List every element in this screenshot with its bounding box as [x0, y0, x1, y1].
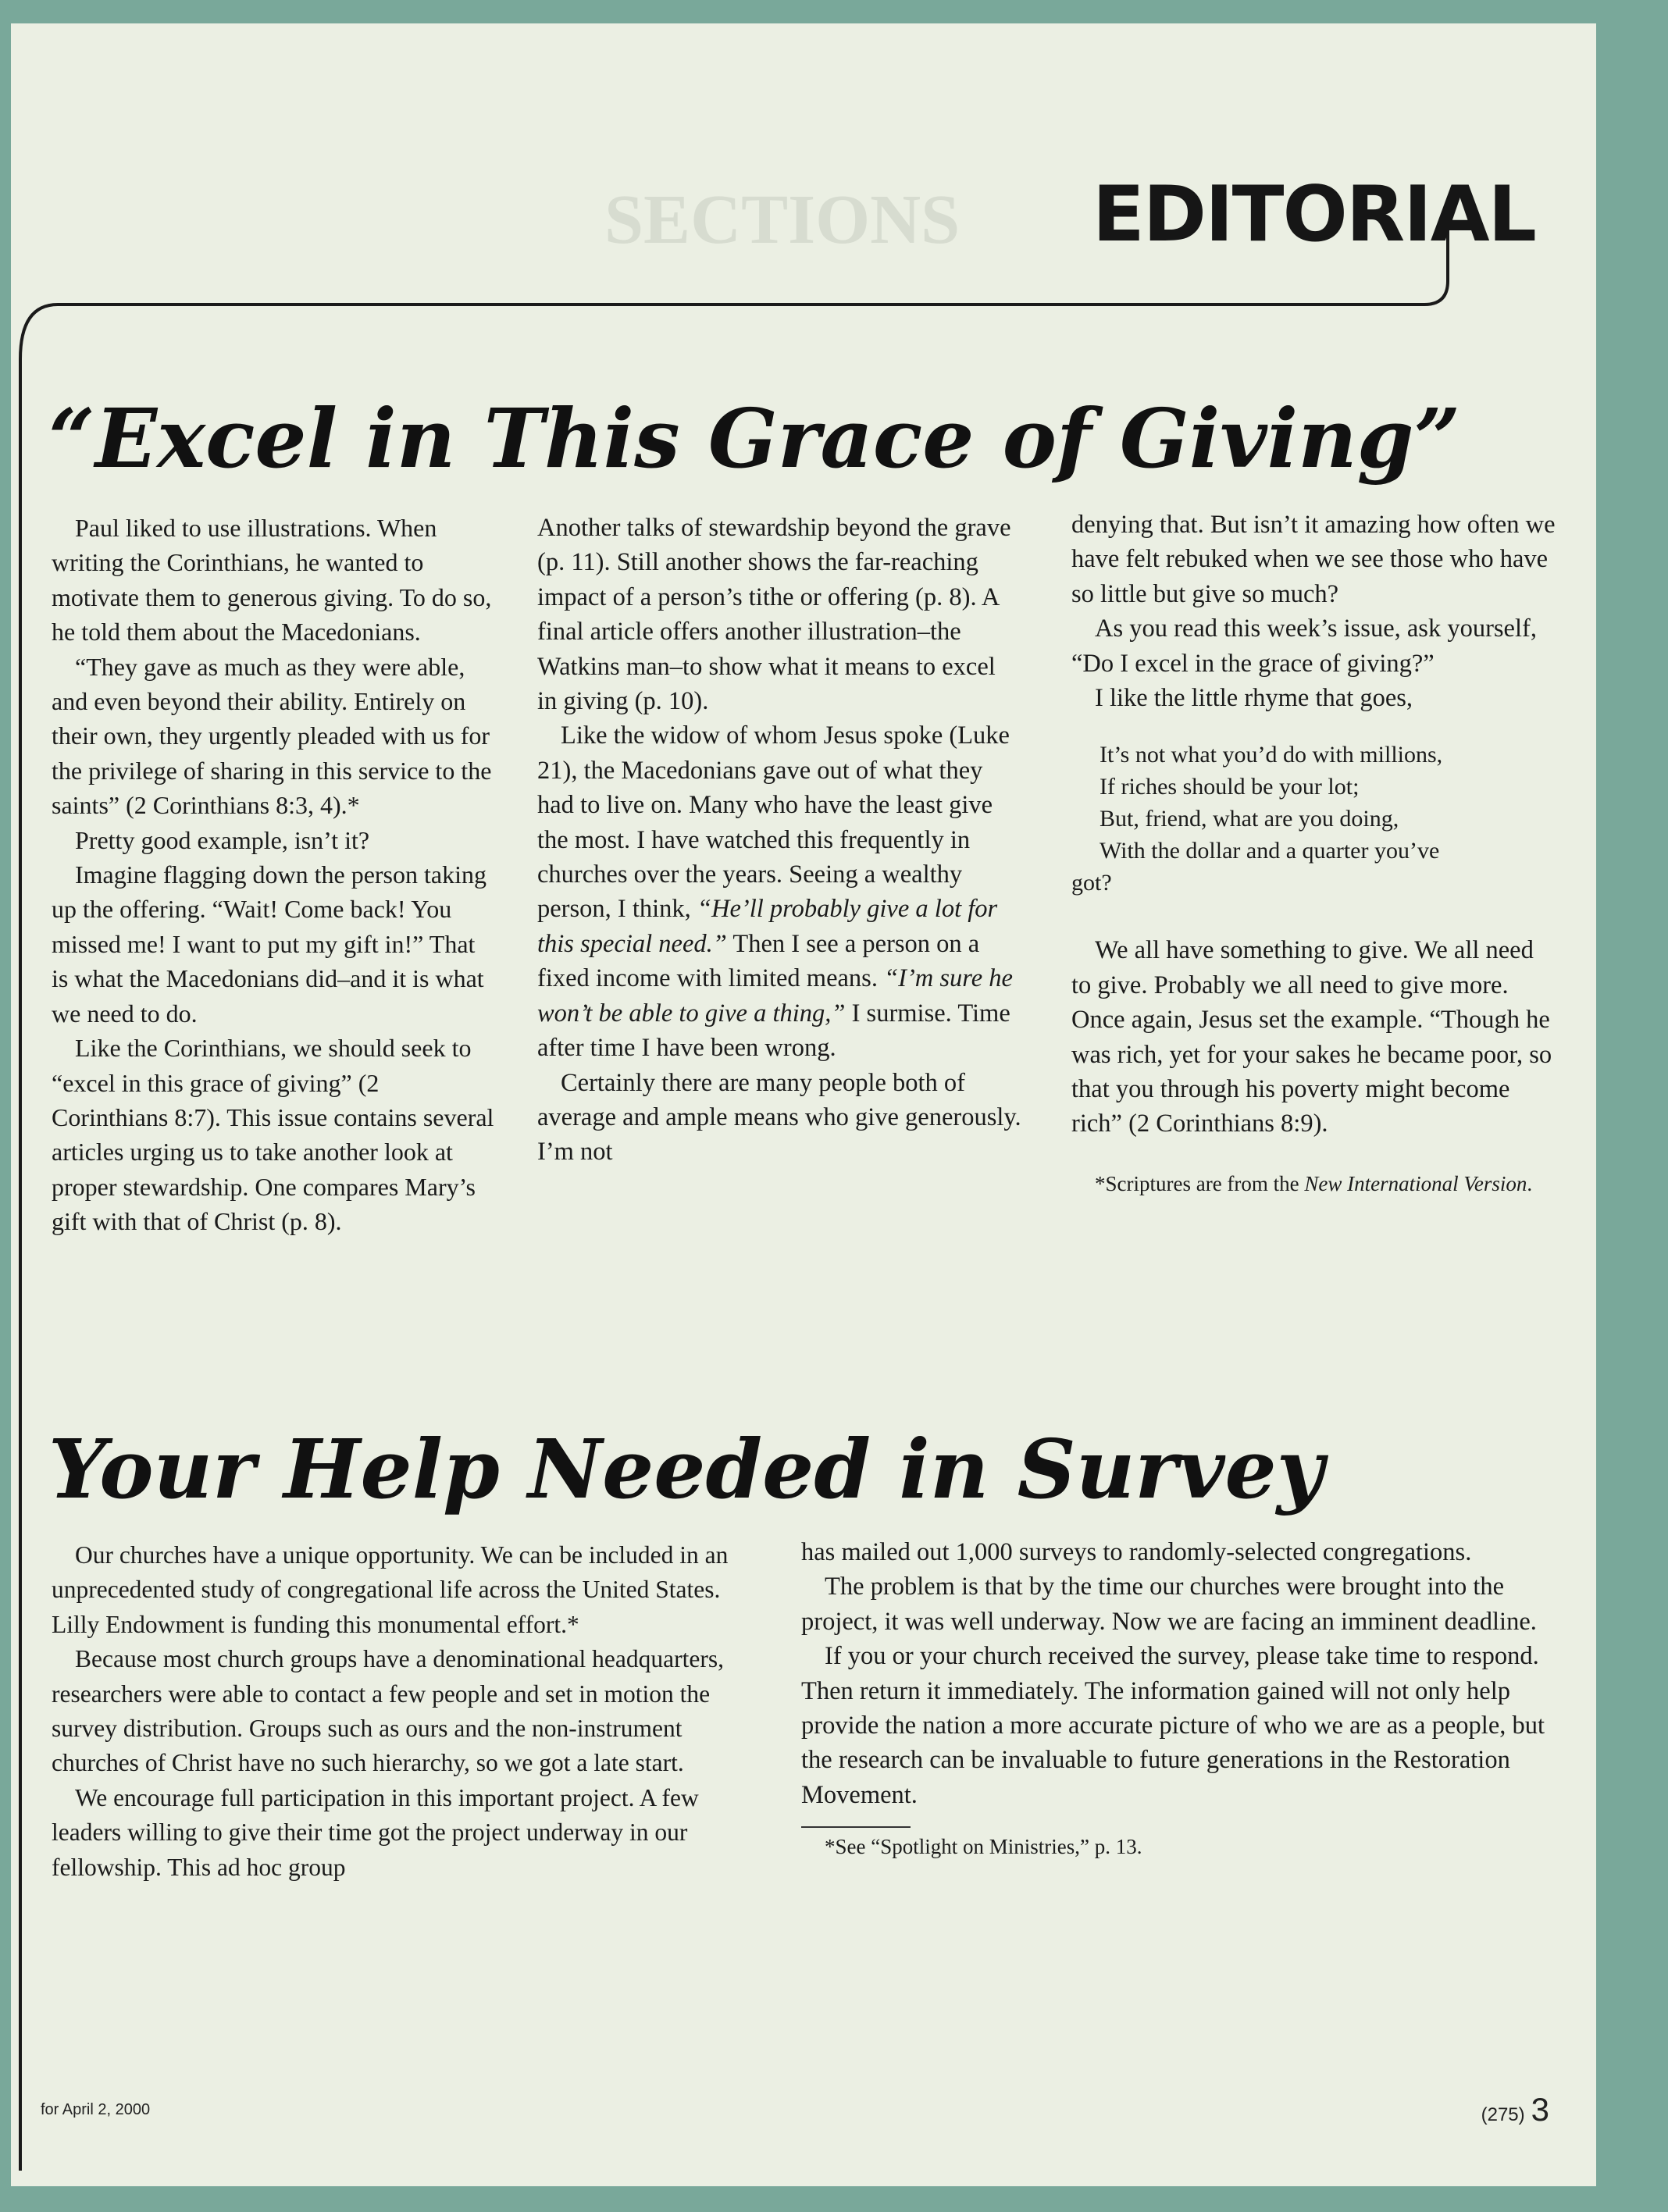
paragraph: Our churches have a unique opportunity. We can be included in an unprecedented study of congregational life across the United States. Lilly Endowment is funding this monumental effort.*: [52, 1541, 729, 1638]
survey-headline: Your Help Needed in Survey: [48, 1421, 1324, 1517]
poem-line: If riches should be your lot;: [1100, 774, 1360, 800]
show-through-ghost: SECTIONS: [604, 181, 961, 258]
editorial-headline: “Excel in This Grace of Giving”: [48, 390, 1461, 486]
magazine-page: [11, 23, 1596, 2186]
page-number: 3: [1531, 2091, 1549, 2128]
paragraph: Paul liked to use illustrations. When writing the Corinthians, he wanted to motivate them to generous giving. To do so, he told them about the Macedonians.: [52, 514, 492, 647]
paragraph: Like the widow of whom Jesus spoke (Luke 21), the Macedonians gave out of what they had to live on. Many who have the least give the most. I have watched this frequently in churches over the years. Seeing a wealthy person, I think, “He’ll probably give a lot for this special need.” Then I see a person on a fixed income with limited means. “I’m sure he won’t be able to give a thing,” I surmise. Time after time I have been wrong.: [537, 721, 1013, 1063]
paragraph: has mailed out 1,000 surveys to randomly-selected congregations.: [801, 1538, 1472, 1566]
page-code: (275): [1481, 2104, 1525, 2125]
paragraph: denying that. But isn’t it amazing how often we have felt rebuked when we see those who have so little but give so much?: [1071, 511, 1556, 608]
paragraph: I like the little rhyme that goes,: [1095, 684, 1413, 713]
masthead-editorial: EDITORIAL: [1092, 170, 1535, 259]
survey-column-1: [52, 1538, 754, 1885]
paragraph: As you read this week’s issue, ask yourself, “Do I excel in the grace of giving?”: [1071, 614, 1537, 678]
poem-line: It’s not what you’d do with millions,: [1100, 742, 1443, 768]
paragraph: “They gave as much as they were able, and even beyond their ability. Entirely on their own, they urgently pleaded with us for the privilege of sharing in this service to the saints” (2 Corinthians 8:3, 4).*: [52, 652, 492, 820]
paragraph: We all have something to give. We all need to give. Probably we all need to give more. Once again, Jesus set the example. “Though he was rich, yet for your sakes he became poor, so that you through his poverty might become rich” (2 Corinthians 8:9).: [1071, 936, 1552, 1138]
page-number-block: [1481, 2091, 1549, 2128]
paragraph: Certainly there are many people both of average and ample means who give generously. I’m not: [537, 1068, 1021, 1167]
poem-line: With the dollar and a quarter you’ve: [1100, 838, 1440, 864]
paragraph: Like the Corinthians, we should seek to “excel in this grace of giving” (2 Corinthians 8:7). This issue contains several articles urging us to take another look at proper stewardship. One compares Mary’s gift with that of Christ (p. 8).: [52, 1034, 494, 1236]
poem-line: But, friend, what are you doing,: [1100, 806, 1399, 832]
paragraph: The problem is that by the time our churches were brought into the project, it was well underway. Now we are facing an imminent deadline.: [801, 1573, 1537, 1636]
paragraph: Because most church groups have a denominational headquarters, researchers were able to contact a few people and set in motion the survey distribution. Groups such as ours and the non-instrument churches of Christ have no such hierarchy, so we got a late start.: [52, 1645, 724, 1777]
editorial-column-3: [1071, 508, 1556, 1198]
footnote-rule: [801, 1826, 911, 1828]
paragraph: Pretty good example, isn’t it?: [75, 825, 370, 854]
editorial-column-1: [52, 511, 497, 1239]
issue-date: for April 2, 2000: [41, 2101, 151, 2118]
editorial-column-2: [537, 511, 1021, 1170]
italic-quote: “I’m sure he won’t be able to give a thing,”: [537, 964, 1013, 1028]
paragraph: Imagine flagging down the person taking up the offering. “Wait! Come back! You missed me! I want to put my gift in!” That is what the Macedonians did–and it is what we need to do.: [52, 860, 486, 1028]
rhyme-poem: [1071, 739, 1556, 899]
paragraph: Another talks of stewardship beyond the grave (p. 11). Still another shows the far-reaching impact of a person’s tithe or offering (p. 8). A final article offers another illustration–the Watkins man–to show what it means to excel in giving (p. 10).: [537, 514, 1011, 716]
italic-quote: “He’ll probably give a lot for this special need.”: [537, 895, 998, 958]
paragraph: We encourage full participation in this important project. A few leaders willing to give their time got the project underway in our fellowship. This ad hoc group: [52, 1783, 699, 1881]
footnote: *Scriptures are from the New International Version.: [1095, 1171, 1533, 1195]
poem-line: got?: [1071, 870, 1112, 896]
survey-column-2: [801, 1535, 1551, 1861]
footnote: *See “Spotlight on Ministries,” p. 13.: [825, 1835, 1142, 1859]
paragraph: If you or your church received the survey, please take time to respond. Then return it immediately. The information gained will not only help provide the nation a more accurate picture of who we are as a people, but the research can be invaluable to future generations in the Restoration Movement.: [801, 1642, 1545, 1809]
